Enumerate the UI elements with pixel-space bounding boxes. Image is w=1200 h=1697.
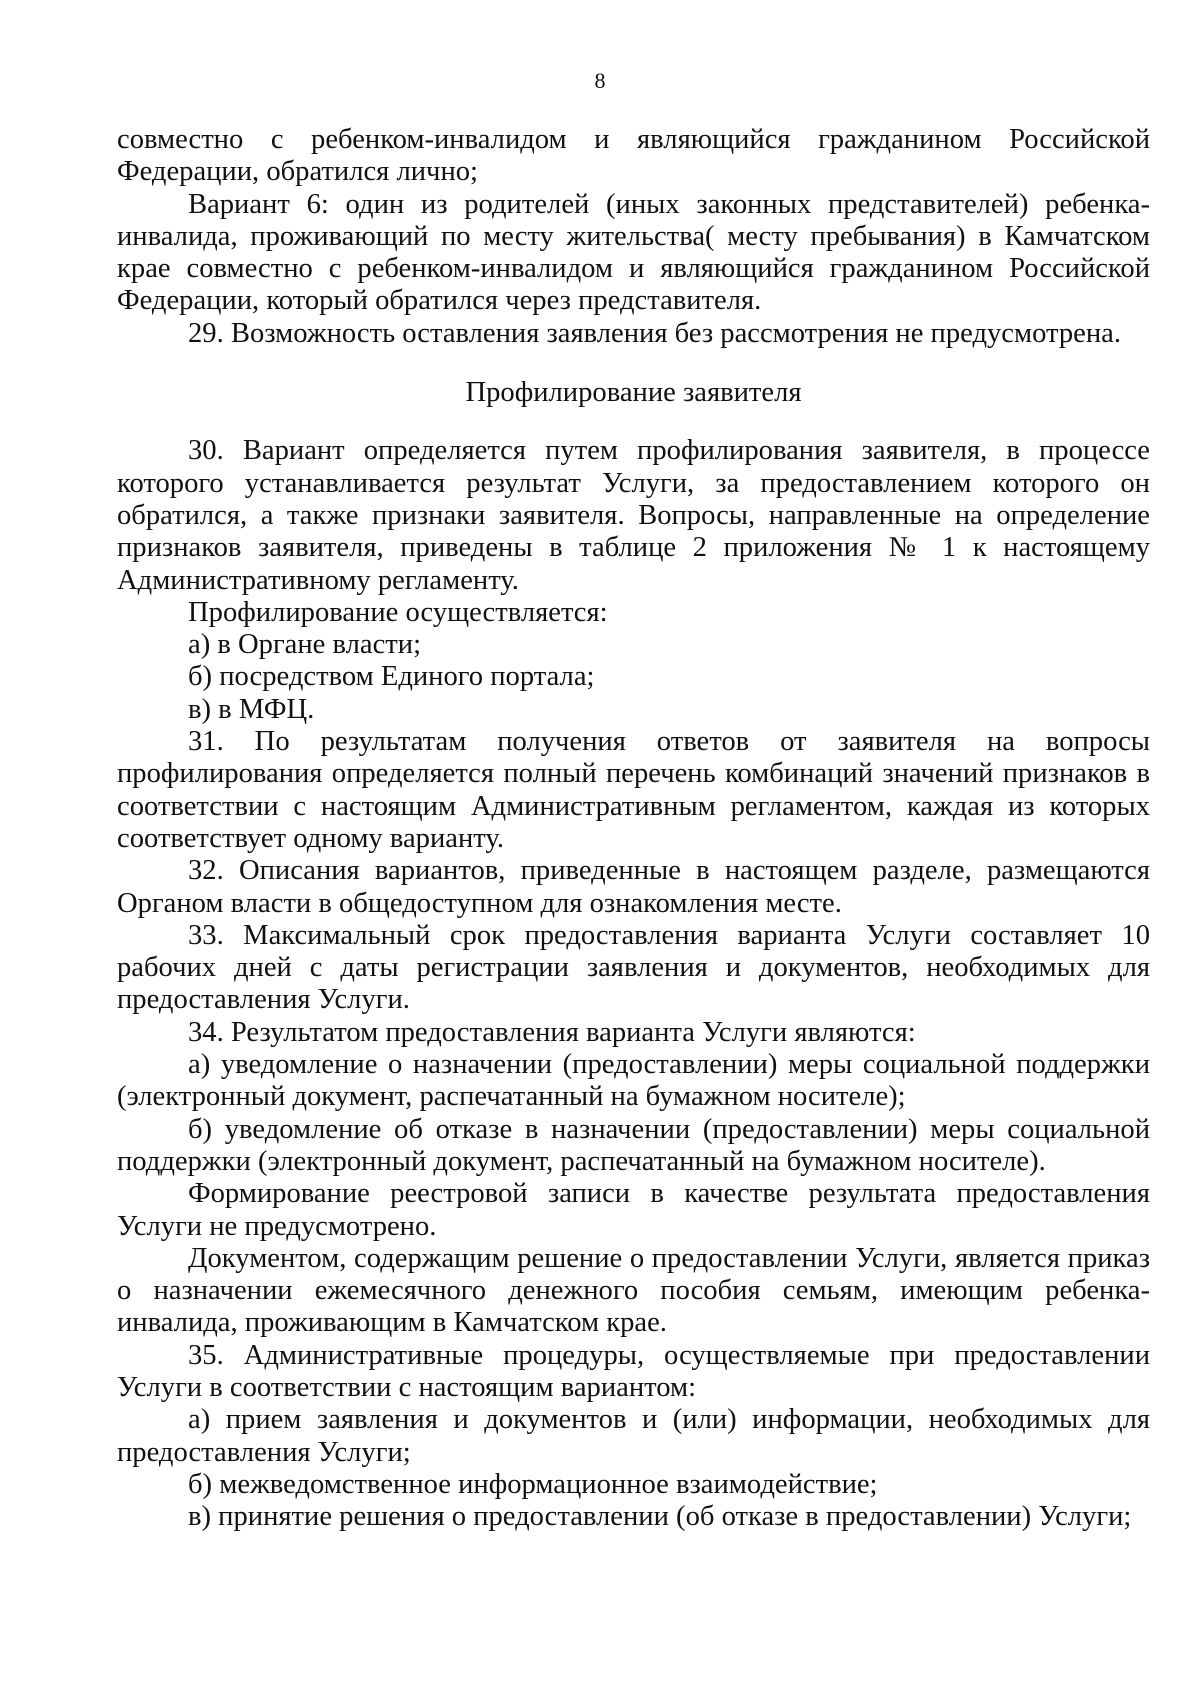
- paragraph: 32. Описания вариантов, приведенные в настоящем разделе, размещаются Органом власти в общедоступном для ознакомления месте.: [117, 855, 1150, 919]
- list-item: б) уведомление об отказе в назначении (предоставлении) меры социальной поддержки (электронный документ, распечатанный на бумажном носителе).: [117, 1113, 1150, 1177]
- paragraph: 30. Вариант определяется путем профилирования заявителя, в процессе которого устанавливается результат Услуги, за предоставлением которого он обратился, а также признаки заявителя. Вопросы, направленные на определение признаков заявителя, приведены в таблице 2 приложения № 1 к настоящему Административному регламенту.: [117, 435, 1150, 596]
- list-item: а) в Органе власти;: [188, 629, 422, 661]
- paragraph: Вариант 6: один из родителей (иных законных представителей) ребенка-инвалида, проживающий по месту жительства( месту пребывания) в Камчатском крае совместно с ребенком-инвалидом и являющийся гражданином Российской Федерации, который обратился через представителя.: [117, 188, 1150, 317]
- list-item: в) в МФЦ.: [188, 693, 315, 725]
- list-item: а) прием заявления и документов и (или) информации, необходимых для предоставления Услуги;: [117, 1404, 1150, 1468]
- paragraph: 31. По результатам получения ответов от заявителя на вопросы профилирования определяется полный перечень комбинаций значений признаков в соответствии с настоящим Административным регламентом, каждая из которых соответствует одному варианту.: [117, 726, 1150, 854]
- list-item: б) посредством Единого портала;: [188, 661, 595, 693]
- list-item: б) межведомственное информационное взаимодействие;: [188, 1468, 878, 1500]
- document-body: [117, 124, 1150, 1533]
- section-heading: Профилирование заявителя: [465, 377, 802, 409]
- list-item: а) уведомление о назначении (предоставлении) меры социальной поддержки (электронный документ, распечатанный на бумажном носителе);: [117, 1049, 1150, 1113]
- paragraph: совместно с ребенком-инвалидом и являющийся гражданином Российской Федерации, обратился лично;: [117, 124, 1150, 188]
- paragraph: 33. Максимальный срок предоставления варианта Услуги составляет 10 рабочих дней с даты регистрации заявления и документов, необходимых для предоставления Услуги.: [117, 919, 1150, 1016]
- paragraph: Формирование реестровой записи в качестве результата предоставления Услуги не предусмотрено.: [117, 1178, 1150, 1242]
- paragraph: Профилирование осуществляется:: [188, 596, 608, 628]
- paragraph: 35. Административные процедуры, осуществляемые при предоставлении Услуги в соответствии с настоящим вариантом:: [117, 1339, 1150, 1403]
- paragraph: 29. Возможность оставления заявления без рассмотрения не предусмотрена.: [188, 317, 1121, 349]
- paragraph: Документом, содержащим решение о предоставлении Услуги, является приказ о назначении ежемесячного денежного пособия семьям, имеющим ребенка-инвалида, проживающим в Камчатском крае.: [117, 1242, 1150, 1339]
- paragraph: 34. Результатом предоставления варианта Услуги являются:: [188, 1016, 916, 1048]
- list-item: в) принятие решения о предоставлении (об отказе в предоставлении) Услуги;: [188, 1501, 1132, 1533]
- page-number: 8: [594, 68, 606, 93]
